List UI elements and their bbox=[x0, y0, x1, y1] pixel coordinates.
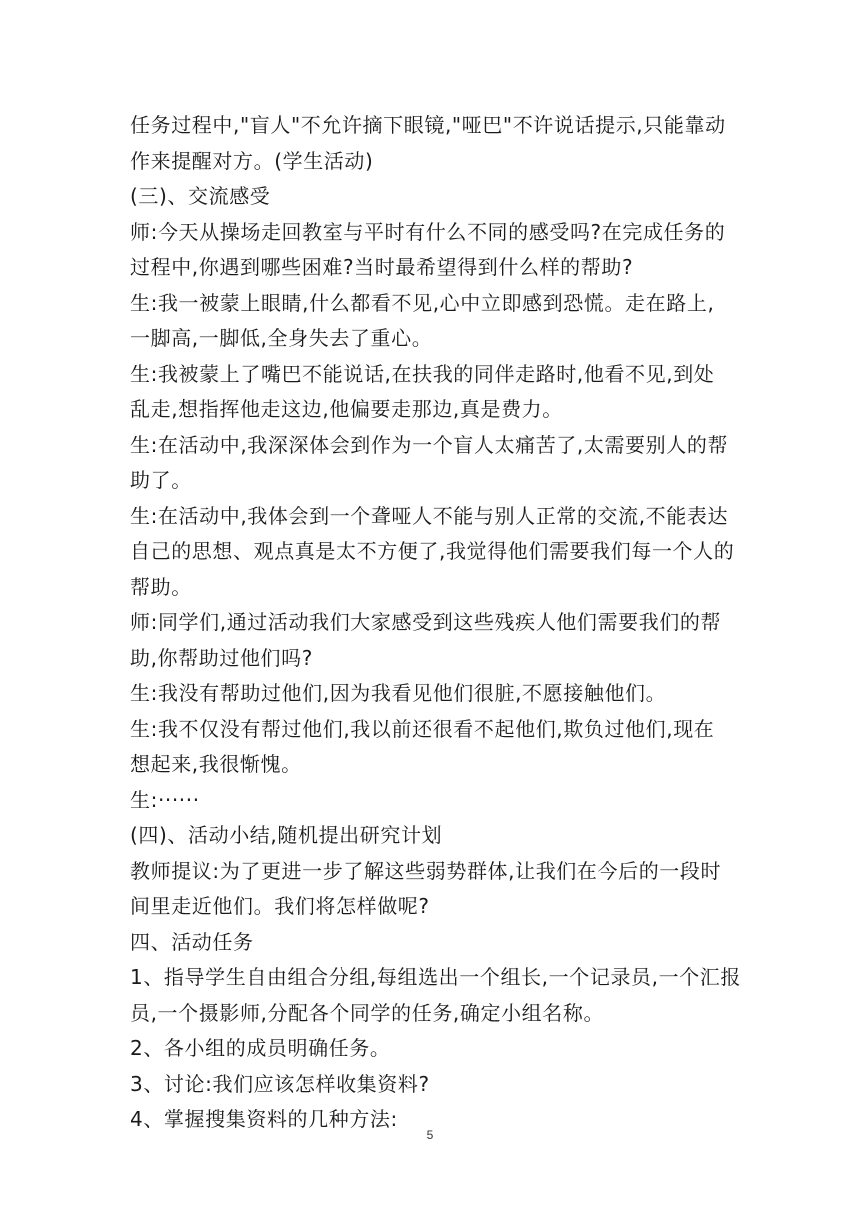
text-line: 想起来,我很惭愧。 bbox=[130, 752, 302, 776]
text-line: 生:我一被蒙上眼睛,什么都看不见,心中立即感到恐慌。走在路上, bbox=[130, 290, 715, 315]
text-line: 生:我被蒙上了嘴巴不能说话,在扶我的同伴走路时,他看不见,到处 bbox=[130, 361, 715, 386]
text-line: 生:······ bbox=[130, 787, 200, 812]
text-line: 过程中,你遇到哪些困难?当时最希望得到什么样的帮助? bbox=[130, 255, 634, 279]
section-heading: 四、活动任务 bbox=[130, 929, 254, 954]
list-item: 员,一个摄影师,分配各个同学的任务,确定小组名称。 bbox=[130, 1000, 605, 1025]
text-line: 乱走,想指挥他走这边,他偏要走那边,真是费力。 bbox=[130, 397, 563, 421]
text-line: 作来提醒对方。(学生活动) bbox=[130, 148, 374, 173]
text-line: 生:我没有帮助过他们,因为我看见他们很脏,不愿接触他们。 bbox=[130, 681, 667, 705]
text-line: 生:我不仅没有帮过他们,我以前还很看不起他们,欺负过他们,现在 bbox=[130, 716, 715, 741]
text-line: 师:同学们,通过活动我们大家感受到这些残疾人他们需要我们的帮 bbox=[130, 610, 722, 634]
text-line: 助了。 bbox=[130, 468, 192, 492]
text-line: 师:今天从操场走回教室与平时有什么不同的感受吗?在完成任务的 bbox=[130, 219, 726, 244]
list-item: 3、讨论:我们应该怎样收集资料? bbox=[130, 1071, 430, 1096]
section-heading: (三)、交流感受 bbox=[130, 184, 271, 208]
list-item: 4、掌握搜集资料的几种方法: bbox=[130, 1107, 398, 1131]
document-body bbox=[130, 108, 740, 1138]
list-item: 1、指导学生自由组合分组,每组选出一个组长,一个记录员,一个汇报 bbox=[130, 965, 741, 989]
text-line: 生:在活动中,我体会到一个聋哑人不能与别人正常的交流,不能表达 bbox=[130, 503, 729, 528]
list-item: 2、各小组的成员明确任务。 bbox=[130, 1036, 391, 1060]
text-line: 教师提议:为了更进一步了解这些弱势群体,让我们在今后的一段时 bbox=[130, 858, 722, 883]
page-number: 5 bbox=[426, 1128, 434, 1142]
text-line: 帮助。 bbox=[130, 574, 192, 599]
section-heading: (四)、活动小结,随机提出研究计划 bbox=[130, 823, 443, 847]
text-line: 间里走近他们。我们将怎样做呢? bbox=[130, 894, 430, 918]
text-line: 生:在活动中,我深深体会到作为一个盲人太痛苦了,太需要别人的帮 bbox=[130, 432, 729, 457]
text-line: 一脚高,一脚低,全身失去了重心。 bbox=[130, 326, 433, 350]
text-line: 助,你帮助过他们吗? bbox=[130, 645, 313, 670]
text-line: 任务过程中,"盲人"不允许摘下眼镜,"哑巴"不许说话提示,只能靠动 bbox=[130, 113, 726, 137]
text-line: 自己的思想、观点真是太不方便了,我觉得他们需要我们每一个人的 bbox=[130, 539, 735, 563]
